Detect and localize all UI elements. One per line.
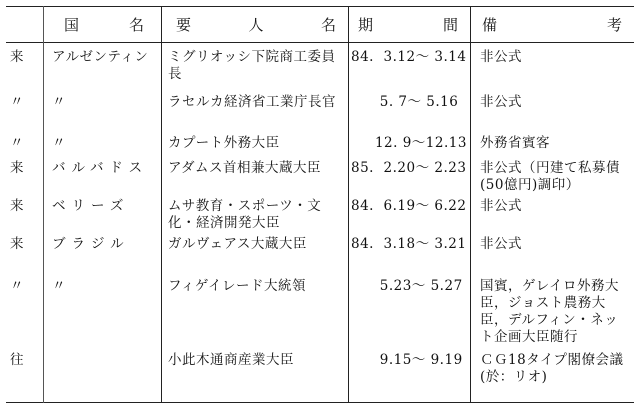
row-note: 国賓，ゲレイロ外務大臣，ジョスト農務大臣，デルフィン・ネット企画大臣随行 (480, 278, 620, 345)
header-person-char: 人 (248, 15, 264, 34)
row-period: 5.23～ 5.27 (351, 278, 463, 294)
row-person: カプート外務大臣 (168, 135, 280, 151)
row-direction: 〃 (10, 135, 24, 151)
row-period: 12. 9～12.13 (351, 135, 467, 151)
row-note: 非公式（円建て私募債(50億円)調印） (480, 160, 620, 193)
row-direction: 来 (10, 49, 24, 65)
row-period: 84. 6.19～ 6.22 (351, 198, 467, 214)
row-country: バルバドス (52, 160, 149, 176)
header-period-char: 間 (442, 15, 458, 34)
header-note (482, 6, 622, 42)
row-direction: 〃 (10, 94, 24, 110)
row-direction: 来 (10, 198, 24, 214)
header-country (64, 6, 144, 42)
row-person: 小此木通商産業大臣 (168, 352, 294, 368)
column-divider (470, 6, 471, 403)
header-person (176, 6, 336, 42)
column-divider (43, 6, 44, 403)
column-divider (161, 6, 162, 403)
header-period (358, 6, 458, 42)
row-note: ＣＧ18タイプ閣僚会議(於：リオ) (480, 352, 624, 385)
row-period: 84. 3.12～ 3.14 (351, 49, 467, 65)
row-person: ガルヴェアス大蔵大臣 (168, 236, 307, 252)
row-note: 非公式 (480, 94, 522, 110)
row-person: ミグリオッシ下院商工委員長 (168, 49, 336, 82)
row-period: 85. 2.20～ 2.23 (351, 160, 467, 176)
column-divider (348, 6, 349, 403)
row-country: ブラジル (52, 236, 130, 252)
header-note-char: 考 (606, 15, 622, 34)
row-note: 非公式 (480, 198, 522, 214)
row-note: 非公式 (480, 236, 522, 252)
row-note: 外務省賓客 (480, 135, 550, 151)
row-person: ムサ教育・スポーツ・文化・経済開発大臣 (168, 198, 322, 231)
row-country: ベリーズ (52, 198, 130, 214)
row-country: 〃 (52, 135, 66, 151)
row-person: アダムス首相兼大蔵大臣 (168, 160, 322, 176)
table-bottom-rule (6, 402, 634, 403)
row-direction: 来 (10, 236, 24, 252)
header-country-char: 国 (64, 15, 80, 34)
row-country: 〃 (52, 94, 66, 110)
header-period-char: 期 (358, 15, 374, 34)
visits-table (6, 6, 634, 403)
row-country: アルゼンティン (52, 49, 149, 65)
header-rule (6, 42, 634, 43)
row-country: 〃 (52, 278, 66, 294)
header-country-char: 名 (128, 15, 144, 34)
row-period: 84. 3.18～ 3.21 (351, 236, 467, 252)
row-period: 9.15～ 9.19 (351, 352, 463, 368)
row-note: 非公式 (480, 49, 522, 65)
row-direction: 〃 (10, 278, 24, 294)
row-person: フィゲイレード大統領 (168, 278, 306, 294)
header-person-char: 名 (320, 15, 336, 34)
row-direction: 往 (10, 352, 24, 368)
row-period: 5. 7～ 5.16 (351, 94, 459, 110)
row-direction: 来 (10, 160, 24, 176)
row-person: ラセルカ経済省工業庁長官 (168, 94, 336, 110)
header-person-char: 要 (176, 15, 192, 34)
header-note-char: 備 (482, 15, 498, 34)
